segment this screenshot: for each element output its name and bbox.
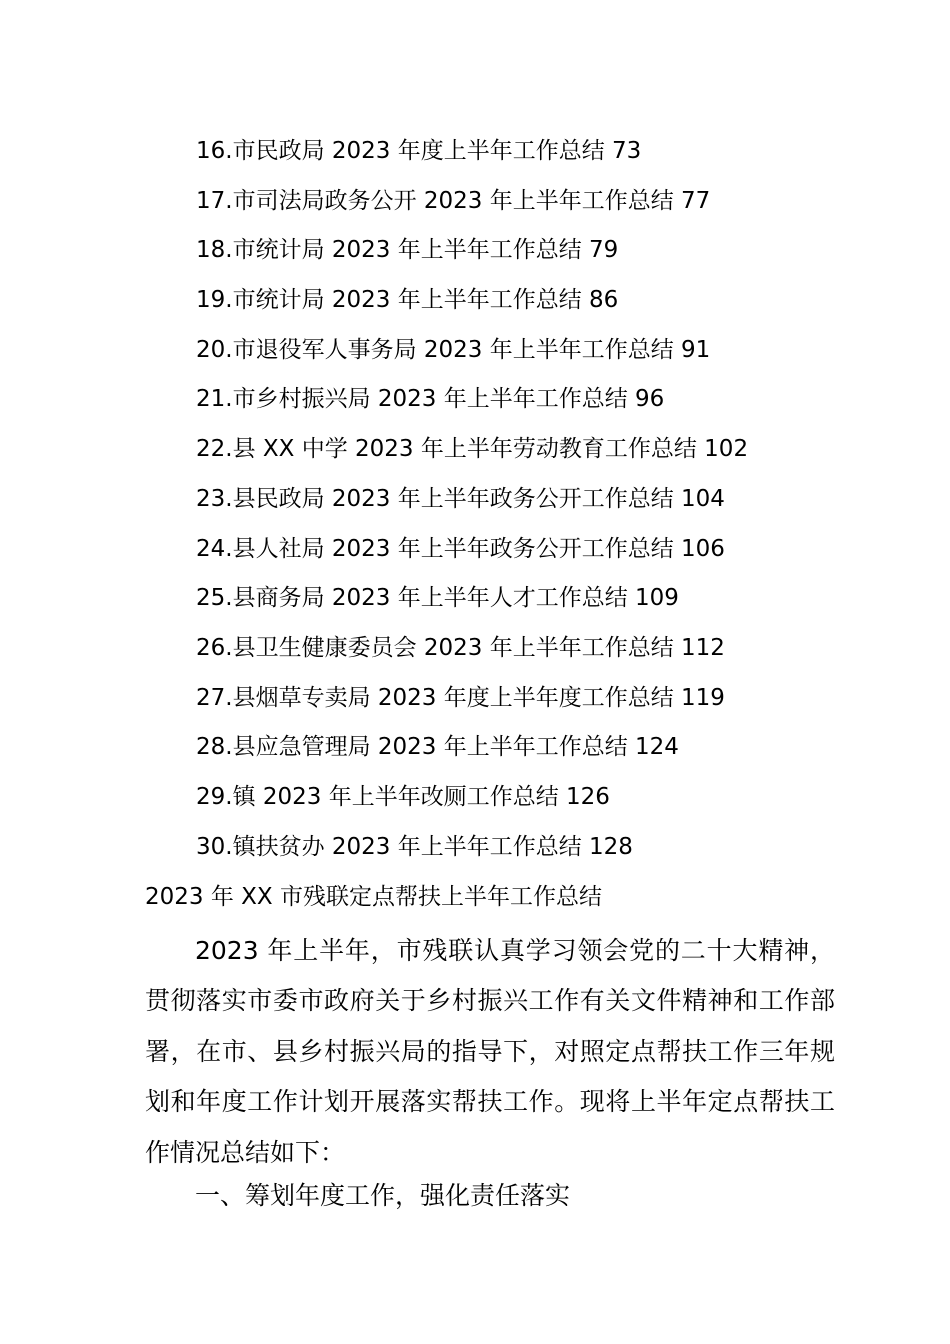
toc-entry[interactable]: 24.县人社局 2023 年上半年政务公开工作总结 106: [196, 535, 725, 562]
body-paragraph: 2023 年上半年，市残联认真学习领会党的二十大精神，贯彻落实市委市政府关于乡村振兴工作有关文件精神和工作部署，在市、县乡村振兴局的指导下，对照定点帮扶工作三年规划和年度工作计划开展落实帮扶工作。现将上半年定点帮扶工作情况总结如下：: [145, 936, 835, 1167]
toc-entry[interactable]: 29.镇 2023 年上半年改厕工作总结 126: [196, 783, 610, 810]
document-title: 2023 年 XX 市残联定点帮扶上半年工作总结: [145, 884, 602, 910]
toc-entry[interactable]: 19.市统计局 2023 年上半年工作总结 86: [196, 287, 619, 314]
section-heading: 一、筹划年度工作，强化责任落实: [195, 1181, 571, 1210]
table-of-contents: [196, 131, 748, 876]
toc-entry[interactable]: 27.县烟草专卖局 2023 年度上半年度工作总结 119: [196, 684, 725, 711]
toc-entry[interactable]: 20.市退役军人事务局 2023 年上半年工作总结 91: [196, 336, 711, 363]
toc-entry[interactable]: 30.镇扶贫办 2023 年上半年工作总结 128: [196, 833, 633, 860]
toc-entry[interactable]: 16.市民政局 2023 年度上半年工作总结 73: [196, 138, 642, 164]
toc-entry[interactable]: 28.县应急管理局 2023 年上半年工作总结 124: [196, 734, 679, 761]
toc-entry[interactable]: 18.市统计局 2023 年上半年工作总结 79: [196, 237, 619, 264]
toc-entry[interactable]: 26.县卫生健康委员会 2023 年上半年工作总结 112: [196, 634, 725, 661]
toc-entry[interactable]: 21.市乡村振兴局 2023 年上半年工作总结 96: [196, 386, 665, 413]
toc-entry[interactable]: 23.县民政局 2023 年上半年政务公开工作总结 104: [196, 485, 725, 512]
toc-entry[interactable]: 17.市司法局政务公开 2023 年上半年工作总结 77: [196, 187, 711, 214]
toc-entry[interactable]: 25.县商务局 2023 年上半年人才工作总结 109: [196, 585, 679, 612]
toc-entry[interactable]: 22.县 XX 中学 2023 年上半年劳动教育工作总结 102: [196, 436, 749, 463]
